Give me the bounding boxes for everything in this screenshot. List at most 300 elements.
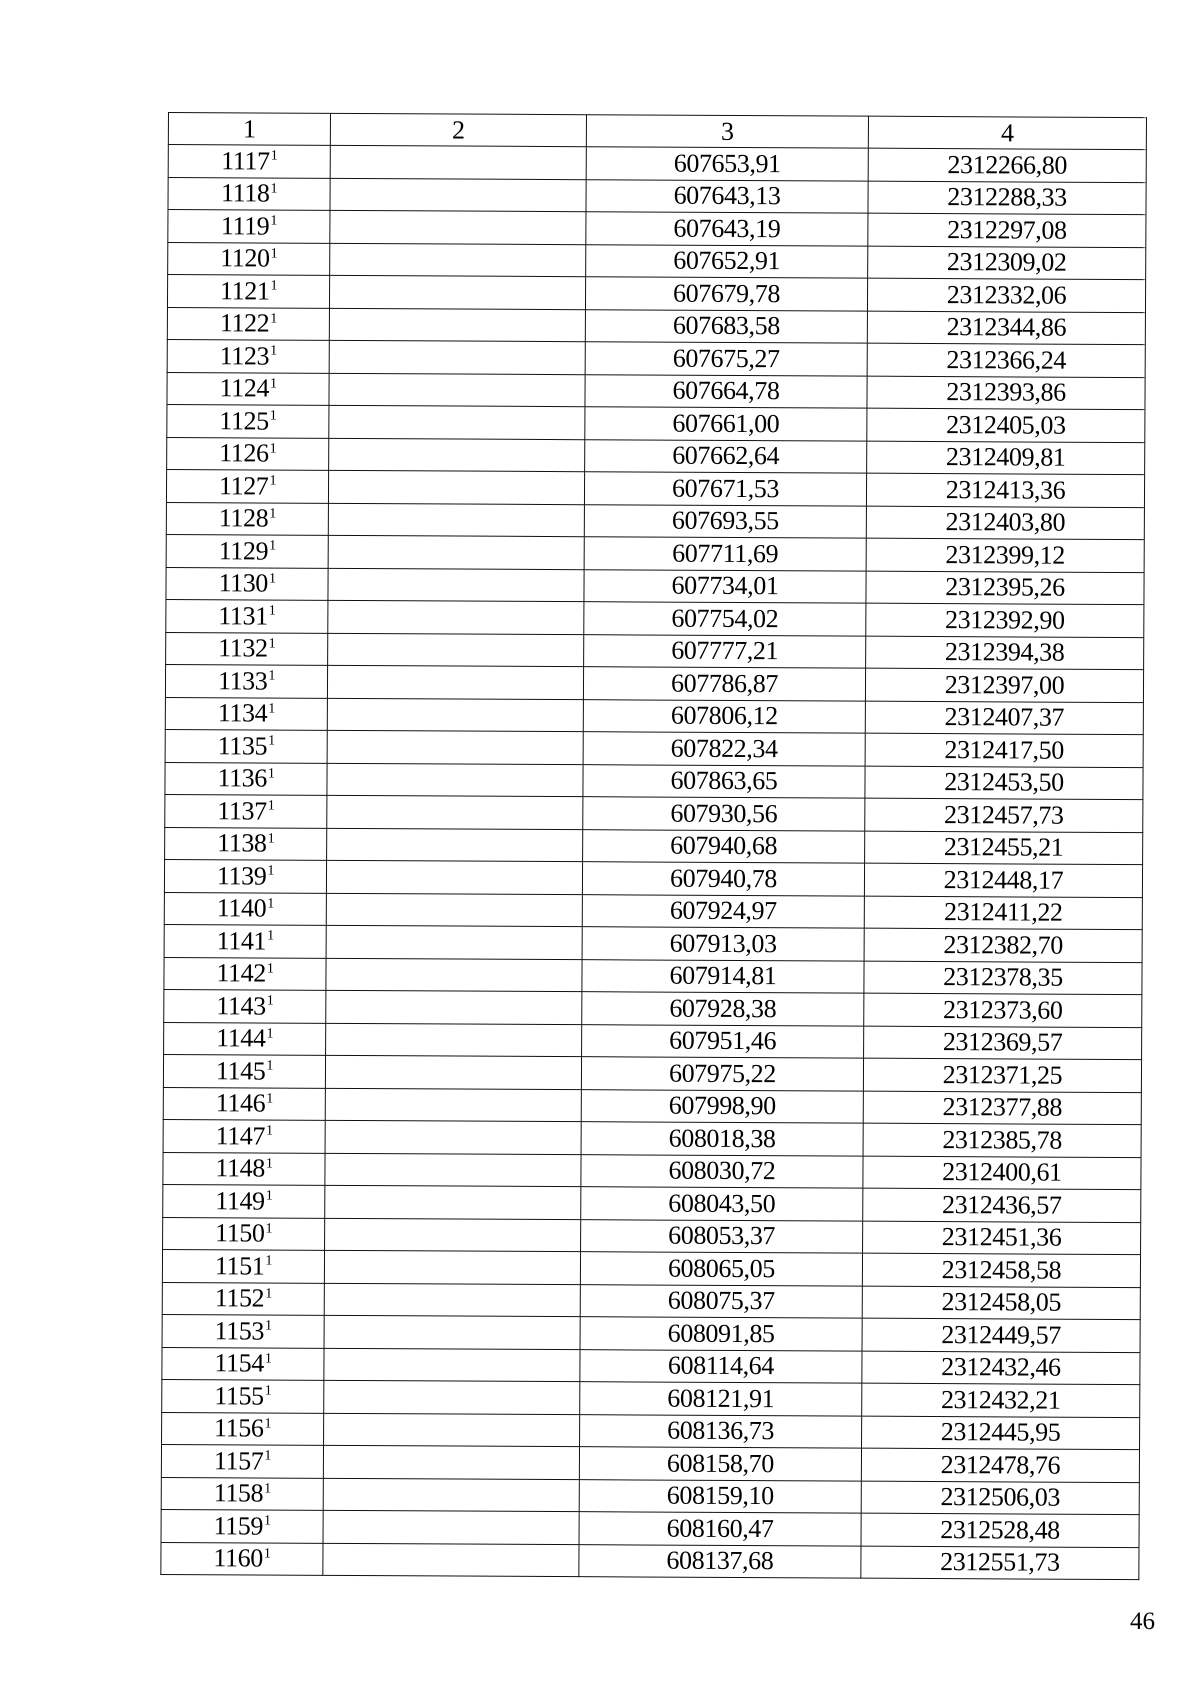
point-number: 1144 xyxy=(216,1023,266,1053)
x-coordinate-cell: 608158,70 xyxy=(579,1447,861,1481)
y-coordinate-cell: 2312309,02 xyxy=(868,246,1146,280)
empty-cell xyxy=(326,925,582,959)
x-coordinate-cell: 607661,00 xyxy=(585,407,867,441)
point-number: 1137 xyxy=(217,796,267,826)
x-coordinate-cell: 607777,21 xyxy=(584,634,866,668)
table-row xyxy=(164,859,1142,897)
empty-cell xyxy=(325,1185,581,1219)
point-number-superscript: 1 xyxy=(270,181,278,197)
point-number-superscript: 1 xyxy=(265,1156,273,1172)
x-coordinate-cell: 607664,78 xyxy=(585,374,867,408)
y-coordinate-cell: 2312407,37 xyxy=(865,701,1143,735)
point-number-superscript: 1 xyxy=(265,1221,273,1237)
table-row xyxy=(163,1217,1141,1255)
table-row xyxy=(165,697,1143,735)
point-number-superscript: 1 xyxy=(265,1318,272,1334)
point-number-superscript: 1 xyxy=(270,343,277,359)
point-number-cell xyxy=(165,729,327,762)
y-coordinate-cell: 2312297,08 xyxy=(868,213,1146,247)
point-number-superscript: 1 xyxy=(269,506,276,522)
empty-cell xyxy=(324,1413,580,1447)
y-coordinate-cell: 2312551,73 xyxy=(861,1546,1139,1580)
table-row xyxy=(167,275,1145,313)
empty-cell xyxy=(330,243,586,277)
point-number: 1117 xyxy=(221,146,270,176)
table-row xyxy=(165,827,1143,865)
x-coordinate-cell: 607930,56 xyxy=(583,797,865,831)
point-number-superscript: 1 xyxy=(266,1026,274,1042)
y-coordinate-cell: 2312458,05 xyxy=(862,1286,1140,1320)
x-coordinate-cell: 607806,12 xyxy=(583,699,865,733)
point-number: 1118 xyxy=(220,178,270,208)
point-number: 1129 xyxy=(218,536,269,566)
x-coordinate-cell: 607786,87 xyxy=(583,667,865,701)
point-number-superscript: 1 xyxy=(268,603,276,619)
point-number-cell xyxy=(162,1314,324,1347)
y-coordinate-cell: 2312449,57 xyxy=(862,1318,1140,1352)
point-number-superscript: 1 xyxy=(267,896,274,912)
point-number: 1136 xyxy=(217,763,267,793)
empty-cell xyxy=(330,210,586,244)
point-number: 1140 xyxy=(216,893,267,923)
point-number-superscript: 1 xyxy=(269,441,277,457)
point-number-cell xyxy=(163,1184,325,1217)
table-row xyxy=(162,1412,1140,1450)
point-number: 1139 xyxy=(216,861,267,891)
empty-cell xyxy=(328,568,584,602)
y-coordinate-cell: 2312378,35 xyxy=(864,961,1142,995)
x-coordinate-cell: 608018,38 xyxy=(581,1122,863,1156)
point-number-superscript: 1 xyxy=(268,636,276,652)
point-number: 1121 xyxy=(219,276,270,306)
point-number: 1151 xyxy=(214,1251,265,1281)
point-number-superscript: 1 xyxy=(268,668,276,684)
point-number: 1146 xyxy=(215,1088,266,1118)
point-number: 1134 xyxy=(217,698,268,728)
empty-cell xyxy=(329,438,585,472)
empty-cell xyxy=(326,1023,582,1057)
point-number-superscript: 1 xyxy=(270,213,278,229)
point-number-cell xyxy=(166,567,328,600)
y-coordinate-cell: 2312445,95 xyxy=(862,1416,1140,1450)
table-row xyxy=(166,567,1144,605)
point-number-cell xyxy=(167,437,329,470)
empty-cell xyxy=(327,698,583,732)
point-number-cell xyxy=(164,957,326,990)
empty-cell xyxy=(323,1478,579,1512)
point-number: 1141 xyxy=(216,926,267,956)
point-number: 1122 xyxy=(219,308,270,338)
y-coordinate-cell: 2312411,22 xyxy=(864,896,1142,930)
x-coordinate-cell: 607913,03 xyxy=(582,927,864,961)
point-number-cell xyxy=(165,762,327,795)
point-number-cell xyxy=(163,1119,325,1152)
point-number-cell xyxy=(168,145,330,178)
empty-cell xyxy=(329,308,585,342)
x-coordinate-cell: 608043,50 xyxy=(581,1187,863,1221)
point-number-superscript: 1 xyxy=(269,538,276,554)
x-coordinate-cell: 608114,64 xyxy=(580,1349,862,1383)
x-coordinate-cell: 607693,55 xyxy=(584,504,866,538)
point-number-superscript: 1 xyxy=(266,993,274,1009)
table-row xyxy=(162,1249,1140,1287)
table-row xyxy=(166,632,1144,670)
table-row xyxy=(167,404,1145,442)
empty-cell xyxy=(329,373,585,407)
table-body xyxy=(161,145,1146,1580)
y-coordinate-cell: 2312369,57 xyxy=(864,1026,1142,1060)
empty-cell xyxy=(327,665,583,699)
table-row xyxy=(167,372,1145,410)
point-number-superscript: 1 xyxy=(265,1188,273,1204)
table-row xyxy=(163,1087,1141,1125)
column-header-2: 2 xyxy=(330,113,586,146)
point-number-superscript: 1 xyxy=(269,408,277,424)
header-row xyxy=(168,113,1146,150)
point-number: 1124 xyxy=(219,373,270,403)
empty-cell xyxy=(327,730,583,764)
point-number: 1147 xyxy=(215,1121,266,1151)
y-coordinate-cell: 2312332,06 xyxy=(867,278,1145,312)
point-number-cell xyxy=(161,1509,323,1542)
empty-cell xyxy=(327,828,583,862)
point-number: 1152 xyxy=(214,1283,265,1313)
point-number-superscript: 1 xyxy=(267,798,275,814)
point-number-cell xyxy=(166,502,328,535)
point-number-superscript: 1 xyxy=(266,1091,273,1107)
y-coordinate-cell: 2312458,58 xyxy=(862,1253,1140,1287)
x-coordinate-cell: 607683,58 xyxy=(585,309,867,343)
point-number: 1120 xyxy=(220,243,270,273)
x-coordinate-cell: 607671,53 xyxy=(584,472,866,506)
point-number-superscript: 1 xyxy=(264,1351,272,1367)
point-number-cell xyxy=(165,664,327,697)
empty-cell xyxy=(330,145,586,179)
table-row xyxy=(166,534,1144,572)
page-number: 46 xyxy=(1130,1608,1155,1635)
x-coordinate-cell: 607675,27 xyxy=(585,342,867,376)
empty-cell xyxy=(327,795,583,829)
empty-cell xyxy=(328,503,584,537)
empty-cell xyxy=(326,893,582,927)
empty-cell xyxy=(328,470,584,504)
x-coordinate-cell: 608053,37 xyxy=(581,1219,863,1253)
point-number-superscript: 1 xyxy=(265,1286,272,1302)
table-row xyxy=(168,145,1146,183)
x-coordinate-cell: 607643,13 xyxy=(586,179,868,213)
point-number-cell xyxy=(164,892,326,925)
y-coordinate-cell: 2312397,00 xyxy=(865,668,1143,702)
y-coordinate-cell: 2312506,03 xyxy=(861,1481,1139,1515)
y-coordinate-cell: 2312405,03 xyxy=(867,408,1145,442)
point-number-superscript: 1 xyxy=(268,733,275,749)
point-number-cell xyxy=(166,632,328,665)
point-number-superscript: 1 xyxy=(265,1253,273,1269)
empty-cell xyxy=(326,990,582,1024)
table-row xyxy=(165,762,1143,800)
point-number: 1149 xyxy=(215,1186,265,1216)
table-row xyxy=(163,1184,1141,1222)
x-coordinate-cell: 607643,19 xyxy=(586,212,868,246)
point-number-cell xyxy=(162,1282,324,1315)
table-row xyxy=(165,729,1143,767)
point-number-cell xyxy=(161,1444,323,1477)
y-coordinate-cell: 2312366,24 xyxy=(867,343,1145,377)
point-number-superscript: 1 xyxy=(270,278,278,294)
empty-cell xyxy=(328,535,584,569)
y-coordinate-cell: 2312385,78 xyxy=(863,1123,1141,1157)
table-row xyxy=(161,1542,1139,1580)
y-coordinate-cell: 2312382,70 xyxy=(864,928,1142,962)
coordinates-table xyxy=(160,112,1147,1580)
empty-cell xyxy=(325,1218,581,1252)
point-number-cell xyxy=(164,989,326,1022)
point-number-cell xyxy=(161,1542,323,1575)
point-number-cell xyxy=(164,924,326,957)
y-coordinate-cell: 2312478,76 xyxy=(861,1448,1139,1482)
point-number-cell xyxy=(166,469,328,502)
column-header-1: 1 xyxy=(168,113,330,146)
table-row xyxy=(161,1477,1139,1515)
x-coordinate-cell: 608136,73 xyxy=(580,1414,862,1448)
x-coordinate-cell: 607653,91 xyxy=(586,147,868,181)
point-number-cell xyxy=(167,275,329,308)
y-coordinate-cell: 2312455,21 xyxy=(865,831,1143,865)
x-coordinate-cell: 607940,68 xyxy=(583,829,865,863)
x-coordinate-cell: 607734,01 xyxy=(584,569,866,603)
point-number: 1155 xyxy=(214,1381,264,1411)
empty-cell xyxy=(328,600,584,634)
empty-cell xyxy=(324,1283,580,1317)
table-row xyxy=(164,892,1142,930)
y-coordinate-cell: 2312528,48 xyxy=(861,1513,1139,1547)
y-coordinate-cell: 2312371,25 xyxy=(863,1058,1141,1092)
y-coordinate-cell: 2312394,38 xyxy=(866,636,1144,670)
point-number-cell xyxy=(168,177,330,210)
point-number: 1159 xyxy=(213,1511,264,1541)
y-coordinate-cell: 2312395,26 xyxy=(866,571,1144,605)
table-row xyxy=(165,794,1143,832)
point-number-cell xyxy=(168,210,330,243)
y-coordinate-cell: 2312400,61 xyxy=(863,1156,1141,1190)
table-row xyxy=(164,957,1142,995)
point-number: 1142 xyxy=(216,958,266,988)
empty-cell xyxy=(330,178,586,212)
y-coordinate-cell: 2312453,50 xyxy=(865,766,1143,800)
point-number-superscript: 1 xyxy=(263,1546,271,1562)
y-coordinate-cell: 2312432,46 xyxy=(862,1351,1140,1385)
point-number: 1150 xyxy=(215,1218,265,1248)
y-coordinate-cell: 2312457,73 xyxy=(865,798,1143,832)
point-number: 1153 xyxy=(214,1316,265,1346)
x-coordinate-cell: 607652,91 xyxy=(586,244,868,278)
point-number-superscript: 1 xyxy=(263,1513,271,1529)
point-number-cell xyxy=(162,1347,324,1380)
x-coordinate-cell: 607711,69 xyxy=(584,537,866,571)
point-number-cell xyxy=(168,242,330,275)
point-number: 1143 xyxy=(216,991,266,1021)
point-number: 1131 xyxy=(218,601,268,631)
point-number-superscript: 1 xyxy=(264,1481,271,1497)
point-number-cell xyxy=(167,339,329,372)
y-coordinate-cell: 2312417,50 xyxy=(865,733,1143,767)
x-coordinate-cell: 608160,47 xyxy=(579,1512,861,1546)
point-number-cell xyxy=(167,372,329,405)
empty-cell xyxy=(329,275,585,309)
empty-cell xyxy=(324,1315,580,1349)
table-row xyxy=(164,924,1142,962)
empty-cell xyxy=(325,1088,581,1122)
point-number: 1119 xyxy=(220,211,270,241)
point-number-cell xyxy=(162,1379,324,1412)
table-row xyxy=(162,1379,1140,1417)
empty-cell xyxy=(323,1543,579,1577)
x-coordinate-cell: 607951,46 xyxy=(582,1024,864,1058)
point-number-cell xyxy=(164,859,326,892)
x-coordinate-cell: 607998,90 xyxy=(581,1089,863,1123)
x-coordinate-cell: 608030,72 xyxy=(581,1154,863,1188)
x-coordinate-cell: 608075,37 xyxy=(580,1284,862,1318)
point-number-superscript: 1 xyxy=(267,928,274,944)
y-coordinate-cell: 2312399,12 xyxy=(866,538,1144,572)
empty-cell xyxy=(324,1380,580,1414)
point-number: 1145 xyxy=(215,1056,266,1086)
y-coordinate-cell: 2312403,80 xyxy=(866,506,1144,540)
table-row xyxy=(164,1022,1142,1060)
point-number-cell xyxy=(165,697,327,730)
x-coordinate-cell: 607679,78 xyxy=(585,277,867,311)
table-header xyxy=(168,113,1146,150)
point-number: 1125 xyxy=(219,406,269,436)
table-row xyxy=(162,1347,1140,1385)
point-number-cell xyxy=(167,404,329,437)
table-row xyxy=(165,664,1143,702)
table-row xyxy=(161,1509,1139,1547)
y-coordinate-cell: 2312266,80 xyxy=(868,148,1146,182)
y-coordinate-cell: 2312377,88 xyxy=(863,1091,1141,1125)
table-row xyxy=(166,599,1144,637)
point-number-cell xyxy=(162,1249,324,1282)
empty-cell xyxy=(325,1055,581,1089)
x-coordinate-cell: 607975,22 xyxy=(581,1057,863,1091)
table-row xyxy=(162,1282,1140,1320)
point-number-superscript: 1 xyxy=(266,1058,274,1074)
y-coordinate-cell: 2312448,17 xyxy=(864,863,1142,897)
point-number-superscript: 1 xyxy=(268,701,275,717)
table-row xyxy=(167,339,1145,377)
y-coordinate-cell: 2312451,36 xyxy=(863,1221,1141,1255)
y-coordinate-cell: 2312373,60 xyxy=(864,993,1142,1027)
x-coordinate-cell: 607822,34 xyxy=(583,732,865,766)
empty-cell xyxy=(325,1120,581,1154)
point-number-superscript: 1 xyxy=(264,1448,272,1464)
point-number: 1127 xyxy=(218,471,269,501)
point-number-superscript: 1 xyxy=(269,376,277,392)
x-coordinate-cell: 607940,78 xyxy=(582,862,864,896)
x-coordinate-cell: 608159,10 xyxy=(579,1479,861,1513)
point-number-cell xyxy=(165,827,327,860)
point-number: 1126 xyxy=(219,438,269,468)
point-number-superscript: 1 xyxy=(264,1416,272,1432)
point-number-cell xyxy=(164,1022,326,1055)
x-coordinate-cell: 607914,81 xyxy=(582,959,864,993)
table-row xyxy=(161,1444,1139,1482)
point-number-cell xyxy=(163,1152,325,1185)
table-row xyxy=(168,177,1146,215)
empty-cell xyxy=(323,1445,579,1479)
point-number-cell xyxy=(162,1412,324,1445)
point-number-cell xyxy=(161,1477,323,1510)
y-coordinate-cell: 2312409,81 xyxy=(867,441,1145,475)
x-coordinate-cell: 608137,68 xyxy=(579,1544,861,1578)
y-coordinate-cell: 2312393,86 xyxy=(867,376,1145,410)
table-row xyxy=(163,1119,1141,1157)
y-coordinate-cell: 2312392,90 xyxy=(866,603,1144,637)
x-coordinate-cell: 607924,97 xyxy=(582,894,864,928)
point-number-superscript: 1 xyxy=(270,311,277,327)
column-header-3: 3 xyxy=(586,115,868,148)
empty-cell xyxy=(329,340,585,374)
point-number-superscript: 1 xyxy=(269,473,277,489)
point-number: 1123 xyxy=(219,341,270,371)
x-coordinate-cell: 607863,65 xyxy=(583,764,865,798)
table-row xyxy=(162,1314,1140,1352)
empty-cell xyxy=(324,1250,580,1284)
x-coordinate-cell: 607754,02 xyxy=(584,602,866,636)
point-number: 1148 xyxy=(215,1153,265,1183)
point-number: 1160 xyxy=(213,1543,263,1573)
table-row xyxy=(164,989,1142,1027)
table-row xyxy=(167,437,1145,475)
point-number: 1157 xyxy=(213,1446,264,1476)
point-number: 1128 xyxy=(218,503,269,533)
x-coordinate-cell: 607928,38 xyxy=(582,992,864,1026)
empty-cell xyxy=(324,1348,580,1382)
point-number-superscript: 1 xyxy=(267,831,275,847)
point-number-superscript: 1 xyxy=(268,571,276,587)
point-number-cell xyxy=(166,534,328,567)
point-number-superscript: 1 xyxy=(266,961,274,977)
table-row xyxy=(168,210,1146,248)
empty-cell xyxy=(326,860,582,894)
empty-cell xyxy=(327,763,583,797)
point-number: 1133 xyxy=(217,666,268,696)
point-number: 1135 xyxy=(217,731,268,761)
y-coordinate-cell: 2312432,21 xyxy=(862,1383,1140,1417)
point-number-cell xyxy=(163,1217,325,1250)
column-header-4: 4 xyxy=(868,116,1146,149)
y-coordinate-cell: 2312413,36 xyxy=(866,473,1144,507)
y-coordinate-cell: 2312288,33 xyxy=(868,181,1146,215)
point-number-cell xyxy=(165,794,327,827)
y-coordinate-cell: 2312436,57 xyxy=(863,1188,1141,1222)
point-number: 1154 xyxy=(214,1348,264,1378)
point-number: 1132 xyxy=(218,633,268,663)
table-row xyxy=(167,307,1145,345)
empty-cell xyxy=(328,633,584,667)
point-number: 1130 xyxy=(218,568,269,598)
x-coordinate-cell: 608121,91 xyxy=(580,1382,862,1416)
table-row xyxy=(166,502,1144,540)
point-number-cell xyxy=(167,307,329,340)
x-coordinate-cell: 608065,05 xyxy=(580,1252,862,1286)
point-number: 1158 xyxy=(213,1478,264,1508)
point-number-cell xyxy=(163,1054,325,1087)
point-number-superscript: 1 xyxy=(264,1383,272,1399)
point-number-superscript: 1 xyxy=(267,863,275,879)
point-number-superscript: 1 xyxy=(267,766,275,782)
table-row xyxy=(168,242,1146,280)
